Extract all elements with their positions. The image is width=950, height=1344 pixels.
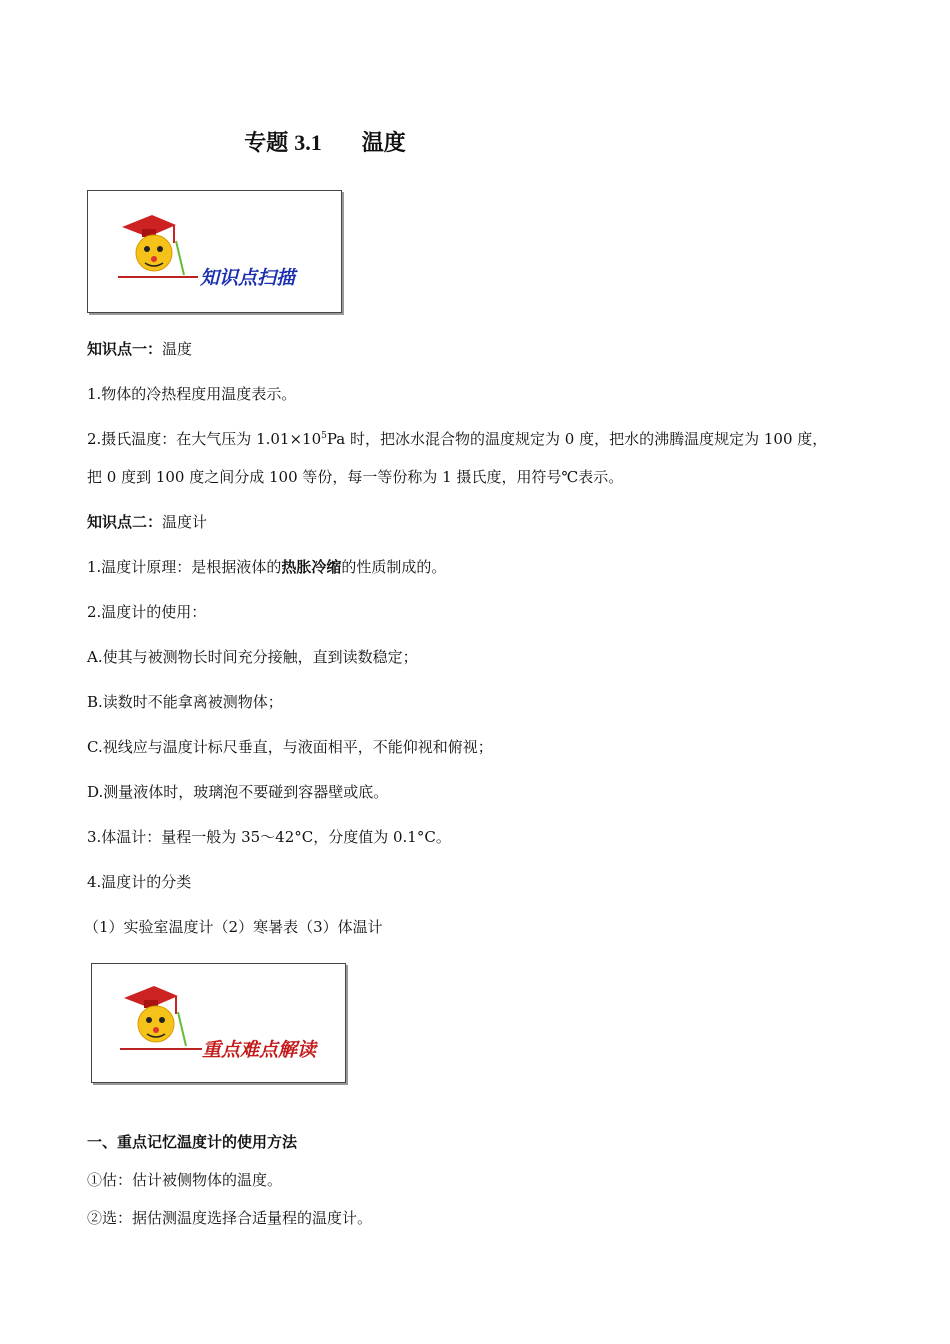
kp2-line1 <box>87 556 446 578</box>
key-section-heading: 一、重点记忆温度计的使用方法 <box>87 1133 298 1151</box>
kp1-line2a: 2.摄氏温度：在大气压为 1.01×10 <box>87 430 322 448</box>
kp2-line1-bold: 热胀冷缩 <box>281 558 342 576</box>
kp2-heading <box>87 511 207 533</box>
kp2-line5: （1）实验室温度计（2）寒暑表（3）体温计 <box>84 918 383 936</box>
knowledge-scan-banner <box>87 190 342 313</box>
kp2-line3: 3.体温计：量程一般为 35～42°C，分度值为 0.1°C。 <box>87 828 451 846</box>
kp2-line-b: B.读数时不能拿离被测物体； <box>87 693 283 711</box>
kp2-topic: 温度计 <box>162 513 208 531</box>
kp2-line1a: 1.温度计原理：是根据液体的 <box>87 558 282 576</box>
key-points-label: 重点难点解读 <box>202 1039 317 1061</box>
graduate-mascot-icon <box>114 205 194 280</box>
title-prefix: 专题 <box>244 131 289 156</box>
kp2-line-c: C.视线应与温度计标尺垂直，与液面相平，不能仰视和俯视； <box>87 738 493 756</box>
knowledge-scan-label: 知识点扫描 <box>200 267 296 289</box>
page-title <box>0 126 650 157</box>
banner-rule <box>120 1048 202 1050</box>
title-number: 3.1 <box>294 130 322 155</box>
kp1-label: 知识点一： <box>87 340 163 358</box>
key-item-2: ②选：据估测温度选择合适量程的温度计。 <box>87 1209 373 1227</box>
kp1-line2 <box>87 428 827 450</box>
title-name: 温度 <box>361 131 406 156</box>
kp2-line-a: A.使其与被测物长时间充分接触，直到读数稳定； <box>87 648 418 666</box>
kp1-heading <box>87 338 192 360</box>
kp1-line2-sup: 5 <box>321 431 327 441</box>
kp2-line4: 4.温度计的分类 <box>87 873 192 891</box>
kp2-line2: 2.温度计的使用： <box>87 603 207 621</box>
banner-rule <box>118 276 198 278</box>
kp1-line1: 1.物体的冷热程度用温度表示。 <box>87 385 297 403</box>
key-points-banner <box>91 963 346 1083</box>
key-item-1: ①估：估计被侧物体的温度。 <box>87 1171 283 1189</box>
kp1-line2b: Pa 时，把冰水混合物的温度规定为 0 度，把水的沸腾温度规定为 100 度， <box>326 430 828 448</box>
graduate-mascot-icon <box>116 976 196 1051</box>
kp1-topic: 温度 <box>162 340 193 358</box>
kp2-line-d: D.测量液体时，玻璃泡不要碰到容器壁或底。 <box>87 783 389 801</box>
kp2-line1b: 的性质制成的。 <box>341 558 447 576</box>
kp1-line3: 把 0 度到 100 度之间分成 100 等份，每一等份称为 1 摄氏度，用符号℃表示。 <box>87 468 624 486</box>
kp2-label: 知识点二： <box>87 513 163 531</box>
